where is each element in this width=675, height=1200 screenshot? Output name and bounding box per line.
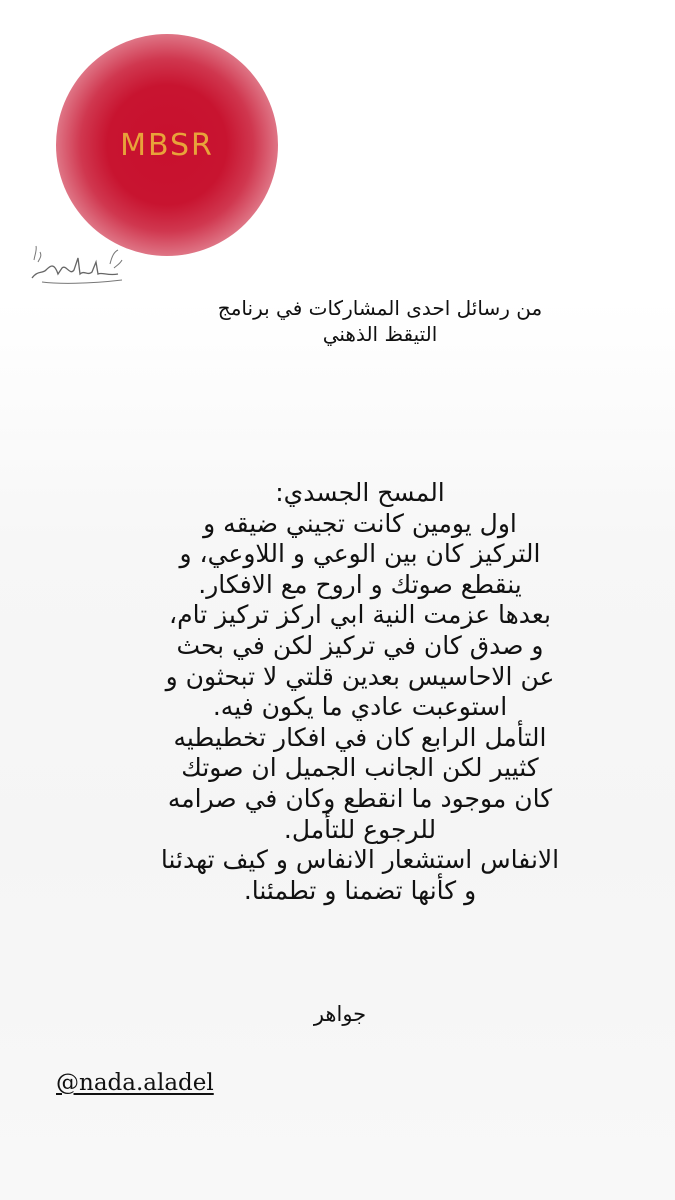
message-line: عن الاحاسيس بعدين قلتي لا تبحثون و	[165, 661, 555, 691]
message-line: للرجوع للتأمل.	[283, 814, 437, 844]
header-caption	[180, 295, 580, 347]
participant-message	[120, 478, 600, 906]
message-line: و كأنها تضمنا و تطمئنا.	[243, 875, 477, 905]
message-line: الانفاس استشعار الانفاس و كيف تهدئنا	[160, 845, 560, 875]
header-line-1: من رسائل احدى المشاركات في برنامج	[217, 296, 543, 320]
header-line-2: التيقظ الذهني	[322, 322, 438, 346]
message-line: كثيير لكن الجانب الجميل ان صوتك	[181, 753, 539, 783]
message-line: استوعبت عادي ما يكون فيه.	[212, 692, 508, 722]
message-line: المسح الجسدي:	[275, 478, 445, 507]
message-line: التأمل الرابع كان في افكار تخطيطيه	[173, 722, 547, 752]
message-line: ينقطع صوتك و اروح مع الافكار.	[198, 569, 522, 599]
handwritten-signature-icon	[28, 240, 128, 290]
author-name: جواهر	[313, 1002, 367, 1026]
account-handle-link[interactable]: @nada.aladel	[56, 1070, 214, 1096]
message-line: اول يومين كانت تجيني ضيقه و	[203, 508, 517, 538]
message-line: و صدق كان في تركيز لكن في بحث	[176, 630, 544, 660]
message-line: كان موجود ما انقطع وكان في صرامه	[167, 783, 553, 813]
message-line: بعدها عزمت النية ابي اركز تركيز تام،	[169, 600, 551, 630]
message-line: التركيز كان بين الوعي و اللاوعي، و	[179, 539, 541, 569]
mbsr-logo	[56, 34, 278, 256]
logo-text: MBSR	[120, 128, 214, 163]
